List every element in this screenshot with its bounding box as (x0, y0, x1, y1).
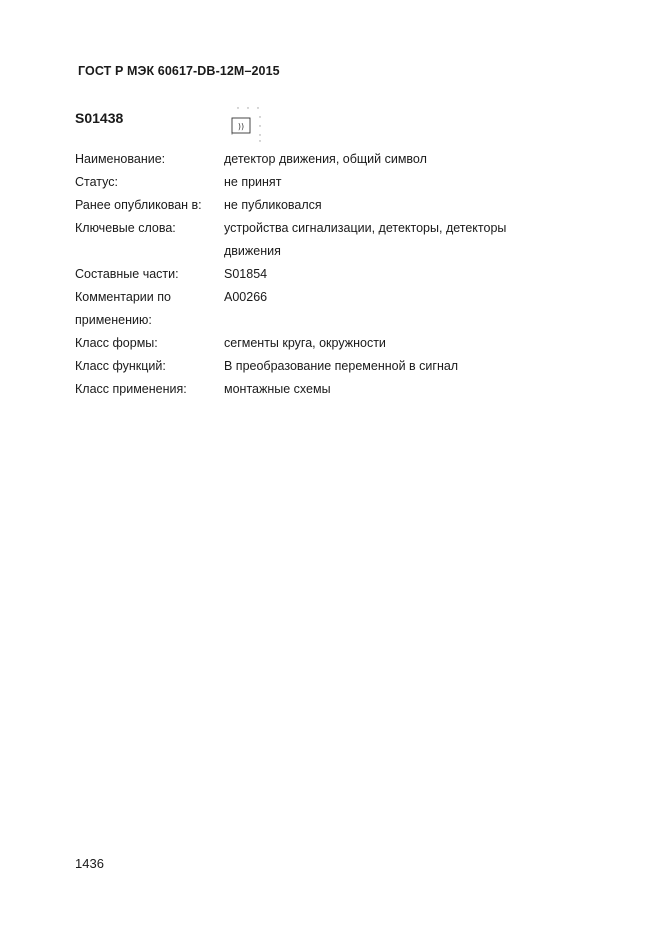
field-label: Класс формы: (75, 336, 158, 350)
field-value: монтажные схемы (224, 382, 331, 396)
field-value: S01854 (224, 267, 268, 281)
field-value: не публиковался (224, 198, 322, 212)
field-label: Ранее опубликован в: (75, 198, 202, 212)
symbol-figure (218, 104, 268, 144)
symbol-figure-glyph: )) (237, 122, 245, 131)
symbol-id: S01438 (75, 110, 124, 126)
field-row-function-class (75, 355, 555, 378)
field-label: Статус: (75, 175, 118, 189)
motion-detector-symbol-icon (218, 104, 268, 144)
field-row-components (75, 263, 555, 286)
field-value: детектор движения, общий символ (224, 152, 427, 166)
field-label: Комментарии по применению: (75, 290, 171, 327)
field-label: Наименование: (75, 152, 166, 166)
field-label: Составные части: (75, 267, 179, 281)
field-value: сегменты круга, окружности (224, 336, 386, 350)
field-row-name (75, 148, 555, 171)
field-value: В преобразование переменной в сигнал (224, 359, 459, 373)
field-value: A00266 (224, 290, 268, 304)
page-number: 1436 (75, 856, 104, 871)
field-value: не принят (224, 175, 282, 189)
field-row-keywords (75, 217, 555, 263)
field-label: Класс применения: (75, 382, 187, 396)
field-row-application-notes (75, 286, 555, 332)
field-value: устройства сигнализации, детекторы, детекторы движения (224, 221, 507, 258)
field-label: Ключевые слова: (75, 221, 176, 235)
field-row-previously-published (75, 194, 555, 217)
field-list (75, 148, 555, 401)
field-row-shape-class (75, 332, 555, 355)
field-row-application-class (75, 378, 555, 401)
field-row-status (75, 171, 555, 194)
document-header: ГОСТ Р МЭК 60617-DB-12M–2015 (78, 64, 280, 78)
field-label: Класс функций: (75, 359, 166, 373)
